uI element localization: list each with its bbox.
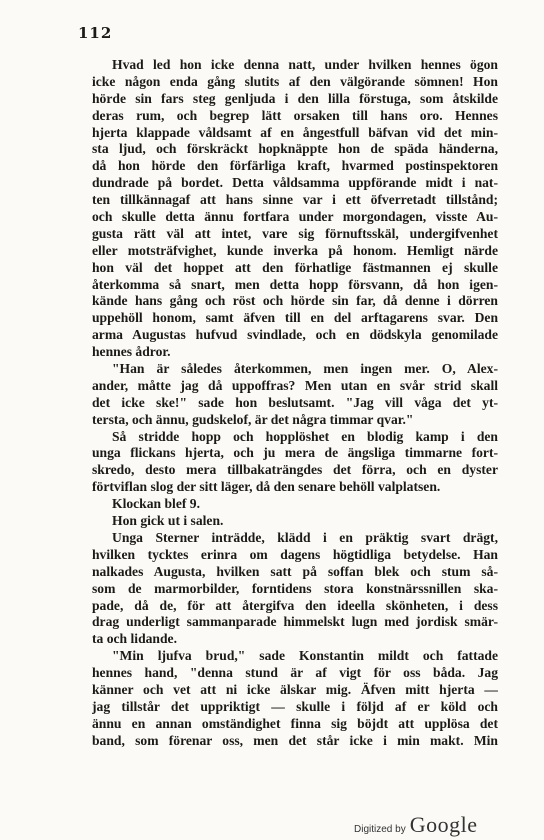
text-line: "Min ljufva brud," sade Konstantin mildt och fattade (112, 648, 498, 664)
text-line: jag tillstår det uppriktigt — skulle i följd af er köld och (92, 698, 498, 714)
text-line: förtviflan slog der sitt läger, då den senare behöll valplatsen. (92, 479, 441, 495)
text-line: hvilken tycktes erinra om dagens högtidliga betydelse. Han (92, 546, 498, 562)
text-line: deras rum, och begrep lätt orsaken till hans oro. Hennes (92, 107, 498, 123)
text-line: Hvad led hon icke denna natt, under hvilken hennes ögon (112, 57, 498, 72)
text-line: Så stridde hopp och hopplöshet en blodig kamp i den (112, 428, 498, 444)
text-line: arma Augustas hufvud svindlade, och en dödskyla genomilade (92, 327, 498, 343)
text-line: eller motsträfvighet, kunde inverka på honom. Hemligt närde (92, 242, 498, 258)
text-line: hennes ådror. (92, 344, 171, 360)
text-line: "Han är således återkommen, men ingen mer. O, Alex- (112, 361, 498, 377)
body-text (92, 57, 498, 750)
text-line: känner och vet att ni icke älskar mig. Äfven mitt hjerta — (92, 681, 498, 697)
text-line: sta ljud, och förskräckt hopknäppte hon de späda händerna, (92, 141, 498, 157)
text-line: ten tillkännagaf att hans sinne var i ett öfverretadt tillstånd; (92, 192, 498, 208)
text-line: ander, måtte jag då uppoffras? Men utan en svår strid skall (92, 377, 498, 393)
text-line: hon väl det hoppet att den förhatlige fästmannen ej skulle (92, 259, 498, 275)
text-line: Unga Sterner inträdde, klädd i en präktig svart drägt, (112, 529, 498, 545)
text-line: Hon gick ut i salen. (112, 513, 224, 529)
text-line: unga flickans hjerta, och ju mera de ängsliga timmarne fort- (92, 445, 498, 461)
text-line: Klockan blef 9. (112, 496, 200, 512)
text-line: hennes hand, "denna stund är af vigt för oss båda. Jag (92, 665, 498, 681)
text-line: ta och lidande. (92, 631, 177, 647)
text-line: och skulle detta ännu fortfara under morgondagen, visste Au- (92, 209, 498, 225)
text-line: skredo, desto mera tillbakaträngdes det förra, och en dyster (92, 462, 498, 478)
digitized-watermark (354, 812, 477, 838)
text-line: band, som förenar oss, men det står icke i min makt. Min (92, 732, 498, 748)
text-line: hörde sin fars steg genljuda i den lilla förstuga, som åtskilde (92, 90, 498, 106)
text-line: ännu en annan omständighet finna sig böjdt att upplösa det (92, 715, 498, 731)
text-line: som de marmorbilder, forntidens stora konstnärssnillen ska- (92, 580, 498, 596)
text-line: nalkades Augusta, hvilken satt på soffan blek och stum så- (92, 563, 498, 579)
text-line: då hon hörde den förfärliga kraft, hvarmed postinspektoren (92, 158, 498, 174)
text-line: gusta rätt väl att intet, vare sig förnuftsskäl, undergifvenhet (92, 225, 498, 241)
text-line: pade, då de, för att återgifva den ideella skönheten, i dess (92, 597, 498, 613)
text-line: uppehöll honom, samt äfven till en del arftagarens svar. Den (92, 310, 498, 326)
text-line: det icke ske!" sade hon beslutsamt. "Jag vill våga det yt- (92, 394, 498, 410)
text-line: återkomma så snart, men detta hopp försvann, då hon igen- (92, 276, 498, 292)
text-line: tersta, och ännu, gudskelof, är det några timmar qvar." (92, 411, 414, 427)
text-line: hjerta klappade våldsamt af en ångestfull bäfvan vid det min- (92, 124, 498, 140)
text-line: drag underligt sammanparade himmelskt lugn med jordisk smär- (92, 614, 498, 630)
text-line: icke någon enda gång slutits af den välgörande sömnen! Hon (92, 73, 498, 89)
watermark-prefix: Digitized by (354, 824, 406, 835)
google-logo: Google (409, 812, 478, 837)
text-line: kände hans gång och röst och hörde sin far, då denne i dörren (92, 293, 498, 309)
page-number: 112 (78, 24, 113, 42)
text-line: dundrade på bordet. Detta våldsamma uppförande midt i nat- (92, 175, 498, 191)
